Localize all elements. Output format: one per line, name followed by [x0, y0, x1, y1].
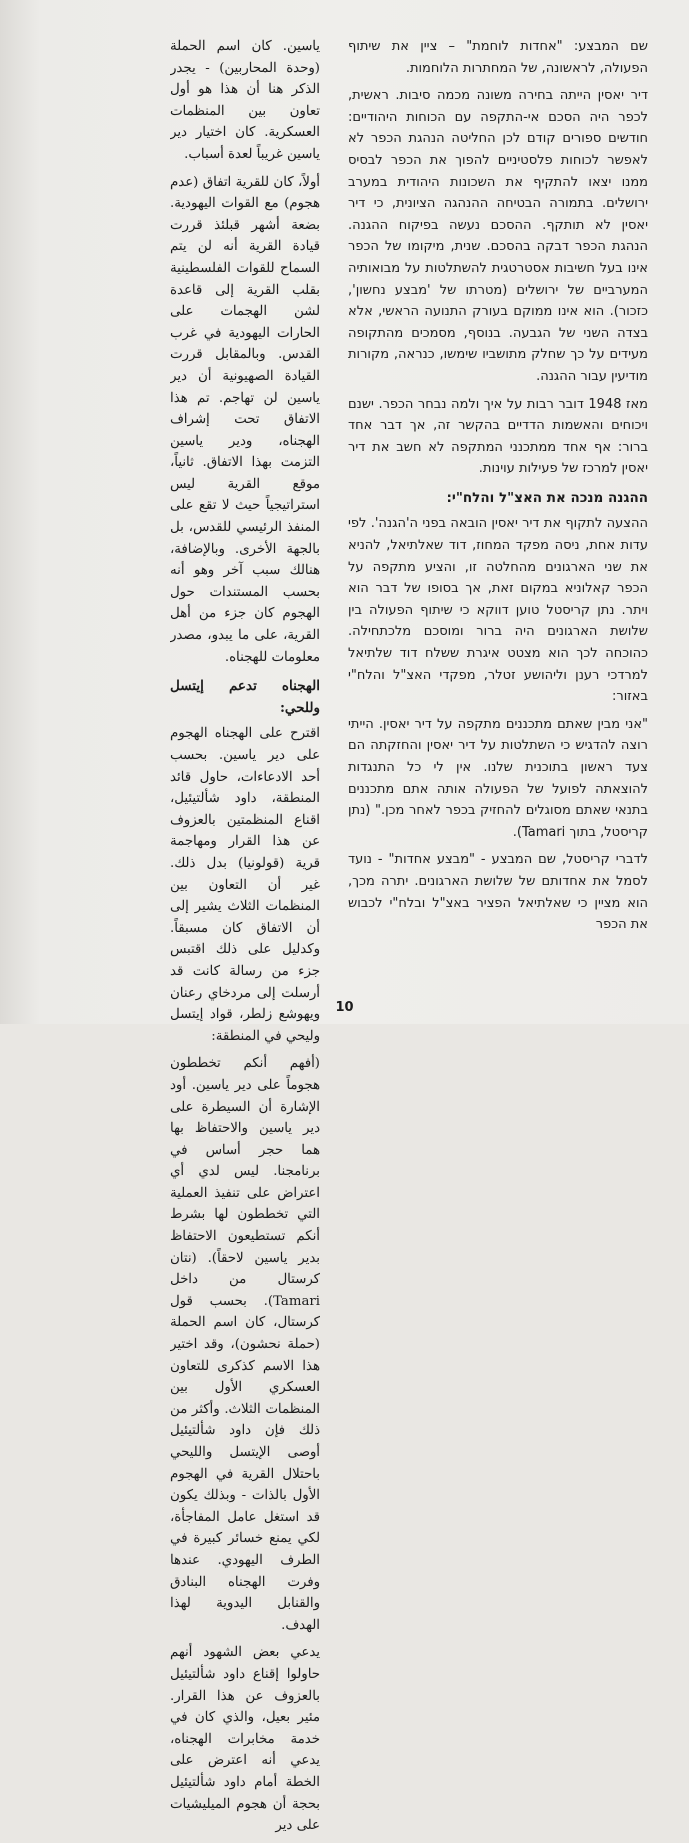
hebrew-text-column: [348, 36, 648, 942]
arabic-text-column: [170, 36, 320, 1843]
paragraph: ياسين. كان اسم الحملة (وحدة المحاربين) - يجدر الذكر هنا أن هذا هو أول تعاون بين المنظمات العسكرية. كان اختيار دير ياسين غريباً لعدة أسباب.: [170, 39, 320, 162]
page-number: 10: [335, 1000, 354, 1015]
paragraph: לדברי קריסטל, שם המבצע - "מבצע אחדות" - נועד לסמל את אחדותם של שלושת הארגונים. יתרה מכך, הוא מציין כי שאלתיאל הפציר באצ"ל ובלח"י לכבוש את הכפר: [348, 852, 648, 933]
block-quote: (أفهم أنكم تخططون هجوماً على دير ياسين. أود الإشارة أن السيطرة على دير ياسين والاحتفاظ بها هما حجر أساس في برنامجنا. ليس لدي أي اعتراض على تنفيذ العملية التي تخططون لها بشرط أنكم تستطيعون الاحتفاظ بدير ياسين لاحقاً). (نتان كرستال من داخل Tamari). بحسب قول كرستال، كان اسم الحملة (حملة نحشون)، وقد اختير هذا الاسم كذكرى للتعاون العسكري الأول بين المنظمات الثلاث. وأكثر من ذلك فإن داود شألتيئيل أوصى الإيتسل والليحي باحتلال القرية في الهجوم الأول بالذات - وبذلك يكون قد استغل عامل المفاجأة، لكي يمنع خسائر كبيرة في الطرف اليهودي. عندها وفرت الهجناه البنادق والقنابل اليدوية لهذا الهدف.: [170, 1056, 320, 1633]
paragraph: שם המבצע: "אחדות לוחמת" – ציין את שיתוף הפעולה, לראשונה, של המחתרות הלוחמות.: [348, 39, 648, 76]
paragraph: דיר יאסין הייתה בחירה משונה מכמה סיבות. ראשית, לכפר היה הסכם אי-התקפה עם הכוחות היהודיים: חודשים ספורים קודם לכן החליטה הנהגת הכפר לא לאפשר לכוחות פלסטיניים להפוך את הכפר לבסיס ממנו יצאו להתקיף את השכונות היהודית במערב ירושלים. בתמורה הבטיחה ההנהגה הציונית, כי דיר יאסין לא תותקף. ההסכם נעשה בפיקוח ההגנה. הנהגת הכפר דבקה בהסכם. שנית, מיקומו של הכפר אינו בעל חשיבות אסטרטגית להשתלטות על מבואותיה המערביים של ירושלים (מטרתו של 'מבצע נחשון', כזכור). הוא אינו ממוקם בעורק התנועה הראשי, אלא בצדה השני של הגבעה. בנוסף, מסמכים מהתקופה מעידים על כך שחלק מתושביו שימשו, כנראה, מקורות מודיעין עבור ההגנה.: [348, 88, 648, 384]
paragraph: أولاً، كان للقرية اتفاق (عدم هجوم) مع القوات اليهودية. بضعة أشهر قبلئذ قررت قيادة القرية أنه لن يتم السماح للقوات الفلسطينية بقلب القرية إلى قاعدة لشن الهجمات على الحارات اليهودية في غرب القدس. وبالمقابل قررت القيادة الصهيونية أن دير ياسين لن تهاجم. تم هذا الاتفاق تحت إشراف الهجناه، ودير ياسين التزمت بهذا الاتفاق. ثانياً، موقع القرية ليس استراتيجياً حيث لا تقع على المنفذ الرئيسي للقدس، بل بالجهة الأخرى. وبالإضافة، هنالك سبب آخر وهو أنه بحسب المستندات حول الهجوم كان جزء من أهل القرية، على ما يبدو، مصدر معلومات للهجناه.: [170, 174, 320, 665]
section-heading: الهجناه تدعم إيتسل وللحي:: [170, 678, 320, 716]
block-quote: "אני מבין שאתם מתכננים מתקפה על דיר יאסין. הייתי רוצה להדגיש כי השתלטות על דיר יאסין והחזקתה הם צעד ראשון בתוכנית שלנו. אין לי כל התנגדות להוצאתה לפועל של הפעולה אותה אתם מתכננים בתנאי שאתם מסוגלים להחזיק בכפר לאחר מכן." (נתן קריסטל, בתוך Tamari).: [348, 716, 648, 840]
section-heading: ההגנה מנכה את האצ"ל והלח"י:: [446, 489, 648, 506]
paragraph: يدعي بعض الشهود أنهم حاولوا إقناع داود شألتيئيل بالعزوف عن هذا القرار. مئير بعيل، والذي كان في خدمة مخابرات الهجناه، يدعي أنه اعترض على الخطة أمام داود شألتيئيل بحجة أن هجوم الميليشيات على دير: [170, 1645, 320, 1834]
paragraph: מאז 1948 דובר רבות על איך ולמה נבחר הכפר. ישנם ויכוחים והאשמות הדדיים בהקשר זה, אך דבר אחד ברור: אף אחד ממתכנני המתקפה לא חשב את דיר יאסין למרכז של פעילות עוינות.: [348, 396, 648, 477]
paragraph: ההצעה לתקוף את דיר יאסין הובאה בפני ה'הגנה'. לפי עדות אחת, ניסה מפקד המחוז, דוד שאלתיאל, להניא את שני הארגונים מהחלטה זו, והציע מתקפה על הכפר קאלוניא במקום זאת, אך בסופו של דבר הוא ויתר. נתן קריסטל טוען דווקא כי שיתוף הפעולה בין שלושת הארגונים היה ברור ומוסכם מלכתחילה. כהוכחה לכך הוא מצטט איגרת ששלח דוד שלתיאל למרדכי רענן וליהושע זטלר, מפקדי האצ"ל והלח"י באזור:: [348, 516, 648, 705]
paragraph: اقترح على الهجناه الهجوم على دير ياسين. بحسب أحد الادعاءات، حاول قائد المنطقة، داود شألتيئيل، اقناع المنظمتين بالعزوف عن هذا القرار ومهاجمة قرية (قولونيا) بدل ذلك. غير أن التعاون بين المنظمات الثلاث يشير إلى أن الاتفاق كان مسبقاً. وكدليل على ذلك اقتبس جزء من رسالة كانت قد أرسلت إلى مردخاي رعنان ويهوشع زلطر، قواد إيتسل وليحي في المنطقة:: [170, 726, 320, 1044]
